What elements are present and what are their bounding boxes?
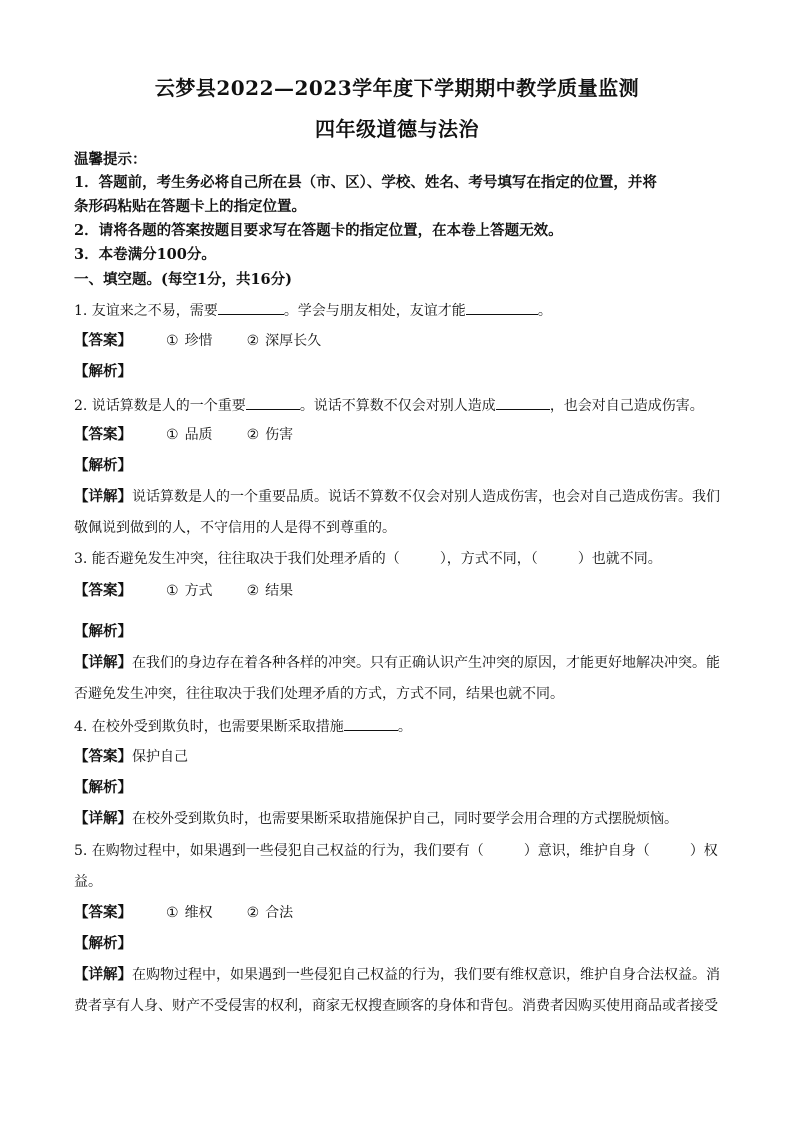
answer-blank xyxy=(496,395,550,410)
analysis-label: 【解析】 xyxy=(74,779,132,796)
tips-label: 温馨提示： xyxy=(74,151,147,168)
detail-line: 【详解】在购物过程中，如果遇到一些侵犯自己权益的行为，我们要有维权意识，维护自身合法权益。消 xyxy=(74,966,720,983)
analysis-label: 【解析】 xyxy=(74,363,132,380)
answer-row: 【答案】 ① 方式 ② 结果 xyxy=(74,582,294,599)
answer-row: 【答案】保护自己 xyxy=(74,748,188,765)
answer-label: 【答案】 xyxy=(74,904,132,921)
question-5-cont: 益。 xyxy=(74,874,102,890)
answer-row: 【答案】 ① 珍惜 ② 深厚长久 xyxy=(74,332,322,349)
detail-line: 否避免发生冲突，往往取决于我们处理矛盾的方式，方式不同，结果也就不同。 xyxy=(74,686,564,702)
answer-blank xyxy=(344,716,398,731)
answer-label: 【答案】 xyxy=(74,748,132,765)
answer-label: 【答案】 xyxy=(74,332,132,349)
tip-line: 3．本卷满分100分。 xyxy=(74,246,216,263)
tip-line: 2．请将各题的答案按题目要求写在答题卡的指定位置，在本卷上答题无效。 xyxy=(74,222,563,239)
detail-line: 【详解】在我们的身边存在着各种各样的冲突。只有正确认识产生冲突的原因，才能更好地解决冲突。能 xyxy=(74,654,720,671)
answer-row: 【答案】 ① 维权 ② 合法 xyxy=(74,904,294,921)
exam-subtitle: 四年级道德与法治 xyxy=(315,117,479,141)
answer-row: 【答案】 ① 品质 ② 伤害 xyxy=(74,426,294,443)
analysis-label: 【解析】 xyxy=(74,935,132,952)
analysis-label: 【解析】 xyxy=(74,623,132,640)
answer-blank xyxy=(246,395,300,410)
exam-title: 云梦县2022—2023学年度下学期期中教学质量监测 xyxy=(154,76,640,100)
detail-line: 【详解】说话算数是人的一个重要品质。说话不算数不仅会对别人造成伤害，也会对自己造成伤害。我们 xyxy=(74,488,720,505)
question-5: 5. 在购物过程中，如果遇到一些侵犯自己权益的行为，我们要有（ ）意识，维护自身（ ）权 xyxy=(74,843,718,859)
answer-blank xyxy=(466,300,538,315)
answer-blank xyxy=(218,300,284,315)
question-3: 3. 能否避免发生冲突，往往取决于我们处理矛盾的（ ），方式不同，（ ）也就不同。 xyxy=(74,551,662,567)
detail-line: 费者享有人身、财产不受侵害的权利，商家无权搜查顾客的身体和背包。消费者因购买使用商品或者接受 xyxy=(74,998,718,1014)
answer-label: 【答案】 xyxy=(74,582,132,599)
answer-label: 【答案】 xyxy=(74,426,132,443)
detail-line: 【详解】在校外受到欺负时，也需要果断采取措施保护自己，同时要学会用合理的方式摆脱烦恼。 xyxy=(74,810,678,827)
question-1: 1. 友谊来之不易，需要 。学会与朋友相处，友谊才能 。 xyxy=(74,300,724,321)
analysis-label: 【解析】 xyxy=(74,457,132,474)
tip-line: 1．答题前，考生务必将自己所在县（市、区）、学校、姓名、考号填写在指定的位置，并将 xyxy=(74,174,657,191)
tip-line: 条形码粘贴在答题卡上的指定位置。 xyxy=(74,198,306,215)
detail-line: 敬佩说到做到的人，不守信用的人是得不到尊重的。 xyxy=(74,520,396,536)
question-2: 2. 说话算数是人的一个重要 。说话不算数不仅会对别人造成 ，也会对自己造成伤害。 xyxy=(74,395,724,416)
section-title: 一、填空题。(每空1分，共16分) xyxy=(74,271,292,288)
question-4: 4. 在校外受到欺负时，也需要果断采取措施 。 xyxy=(74,716,724,737)
